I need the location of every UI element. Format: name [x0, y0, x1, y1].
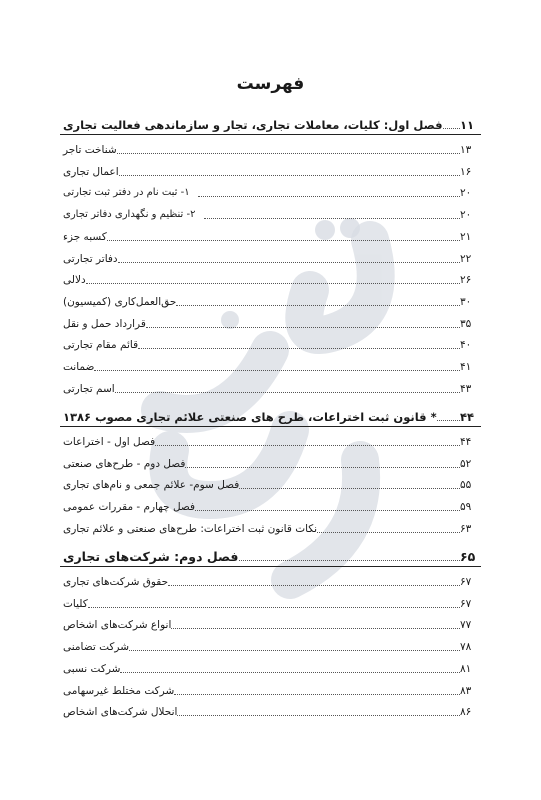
- dot-leader: [239, 559, 461, 561]
- toc-entry: [60, 591, 481, 611]
- toc-page-number: ۴۴: [460, 410, 475, 424]
- toc-page-number: ۴۳: [460, 382, 472, 395]
- dot-leader: [88, 606, 460, 608]
- toc-page-number: ۵۵: [460, 479, 472, 492]
- toc-page-number: ۶۵: [460, 549, 476, 564]
- toc-entry-label: دفاتر تجارتی: [63, 252, 118, 265]
- toc-page-number: ۵۹: [460, 501, 472, 514]
- toc-page-number: ۵۲: [460, 457, 472, 470]
- toc-entry: [60, 451, 481, 471]
- toc-entry: [60, 472, 481, 492]
- toc-page-number: ۴۱: [460, 361, 472, 373]
- toc-entry: [60, 159, 481, 179]
- toc-entry-label: فصل چهارم - مقررات عمومی: [63, 501, 196, 514]
- toc-entry-label: شناخت تاجر: [63, 144, 117, 156]
- toc-page-number: ۶۷: [460, 597, 472, 610]
- toc-page-number: ۱۶: [460, 165, 472, 178]
- toc-entry: [60, 137, 481, 157]
- toc-entry: [60, 429, 481, 449]
- toc-entry-label: کلیات: [63, 597, 88, 610]
- section-divider: [60, 134, 481, 135]
- dot-leader: [146, 326, 460, 328]
- dot-leader: [204, 217, 460, 219]
- dot-leader: [138, 347, 460, 349]
- toc-entry-label: کسبه جزء: [63, 230, 107, 243]
- dot-leader: [198, 195, 460, 197]
- toc-page-number: ۶۷: [460, 576, 472, 588]
- toc-page-number: ۳۵: [460, 317, 472, 330]
- section-divider: [60, 426, 481, 427]
- toc-entry: [60, 354, 481, 374]
- toc-entry-label: شرکت نسبی: [63, 662, 121, 675]
- dot-leader: [119, 174, 460, 176]
- dot-leader: [168, 584, 460, 586]
- toc-entry-label: اعمال تجاری: [63, 165, 119, 178]
- toc-page-number: ۴۰: [460, 339, 472, 352]
- toc-entry-label: فصل اول - اختراعات: [63, 436, 156, 448]
- dot-leader: [115, 391, 460, 393]
- toc-entry: [60, 311, 481, 331]
- toc-page-number: ۱۱: [460, 118, 475, 132]
- toc-entry: [60, 699, 481, 719]
- toc-entry-label: انواع شرکت‌های اشخاص: [63, 619, 172, 632]
- toc-page-number: ۲۰: [460, 209, 472, 222]
- toc-entry-label: فصل سوم- علائم جمعی و نام‌های تجاری: [63, 479, 240, 492]
- dot-leader: [177, 714, 460, 716]
- toc-page-number: ۲۲: [460, 252, 472, 265]
- toc-page-number: ۸۳: [460, 684, 472, 697]
- toc-entry-label: شرکت تضامنی: [63, 641, 130, 654]
- page-title: فهرست: [236, 74, 305, 94]
- dot-leader: [118, 261, 460, 263]
- toc-entry: [60, 224, 481, 244]
- toc-entry: [60, 180, 481, 200]
- toc-page-number: ۳۰: [460, 295, 472, 308]
- toc-entry-label: حقوق شرکت‌های تجاری: [63, 576, 169, 588]
- toc-entry-label: فصل اول: کلیات، معاملات تجاری، تجار و سازماندهی فعالیت تجاری: [63, 118, 443, 132]
- toc-page-number: ۸۱: [460, 662, 472, 675]
- toc-page-number: ۶۳: [460, 522, 472, 535]
- toc-entry-label: انحلال شرکت‌های اشخاص: [63, 706, 178, 719]
- toc-entry-label: دلالی: [63, 274, 86, 287]
- toc-entry: [60, 494, 481, 514]
- section-divider: [60, 566, 481, 567]
- toc-entry-label: قائم مقام تجارتی: [63, 339, 139, 352]
- toc-entry-label: حق‌العمل‌کاری (کمیسیون): [63, 295, 177, 308]
- dot-leader: [107, 239, 460, 241]
- toc-entry-label: فصل دوم - طرح‌های صنعتی: [63, 457, 186, 470]
- toc-page-number: ۲۰: [460, 187, 472, 200]
- toc-page-number: ۷۸: [460, 641, 472, 654]
- toc-entry: [60, 569, 481, 589]
- toc-entry: [60, 516, 481, 536]
- toc-entry: [60, 678, 481, 698]
- toc-entry: [60, 332, 481, 352]
- dot-leader: [174, 693, 460, 695]
- toc-entry-label: * قانون ثبت اختراعات، طرح های صنعتی علائم تجاری مصوب ۱۳۸۶: [63, 410, 437, 424]
- toc-page-number: ۲۱: [460, 230, 472, 243]
- toc-entry: [60, 376, 481, 396]
- toc-entry-label: فصل دوم: شرکت‌های تجاری: [63, 549, 239, 564]
- toc-entry-label: شرکت مختلط غیرسهامی: [63, 684, 175, 697]
- toc-entry: [60, 246, 481, 266]
- toc-entry-label: ۲- تنظیم و نگهداری دفاتر تجاری: [63, 209, 196, 221]
- toc-page-number: ۷۷: [460, 619, 472, 632]
- dot-leader: [117, 152, 460, 154]
- toc-chapter-heading: [60, 404, 481, 424]
- toc-page-number: ۸۶: [460, 706, 472, 719]
- toc-entry: [60, 289, 481, 309]
- toc-entry-label: اسم تجارتی: [63, 382, 115, 395]
- dot-leader: [176, 304, 460, 306]
- dot-leader: [239, 487, 460, 489]
- dot-leader: [443, 127, 461, 129]
- dot-leader: [317, 531, 460, 533]
- toc-entry-label: ۱- ثبت نام در دفتر ثبت تجارتی: [63, 187, 190, 199]
- dot-leader: [195, 509, 460, 511]
- toc-page-number: ۴۴: [460, 436, 472, 448]
- toc-entry: [60, 656, 481, 676]
- toc-entry-label: قرارداد حمل و نقل: [63, 317, 146, 330]
- toc-chapter-heading: [60, 544, 481, 564]
- toc-entry: [60, 634, 481, 654]
- dot-leader: [185, 466, 460, 468]
- toc-chapter-heading: [60, 112, 481, 132]
- dot-leader: [129, 649, 460, 651]
- dot-leader: [437, 419, 460, 421]
- toc-entry: [60, 267, 481, 287]
- dot-leader: [120, 671, 460, 673]
- dot-leader: [94, 369, 460, 371]
- dot-leader: [171, 627, 460, 629]
- toc-entry: [60, 202, 481, 222]
- toc-page-number: ۱۳: [460, 144, 472, 156]
- toc-entry-label: نکات قانون ثبت اختراعات: طرح‌های صنعتی و علائم تجاری: [63, 522, 318, 535]
- dot-leader: [86, 282, 460, 284]
- toc-entry: [60, 612, 481, 632]
- toc-page-number: ۲۶: [460, 274, 472, 287]
- toc-entry-label: ضمانت: [63, 361, 95, 373]
- dot-leader: [155, 444, 460, 446]
